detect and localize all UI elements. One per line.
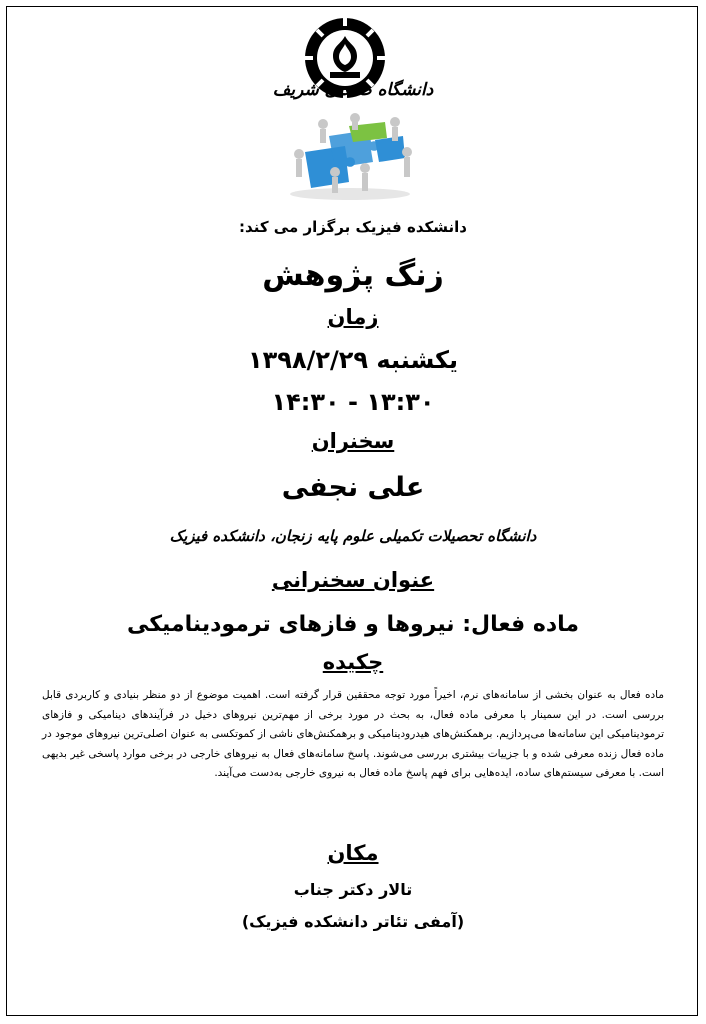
event-title: زنگ پژوهش — [262, 258, 444, 293]
speaker-label-row — [0, 429, 706, 453]
speaker-name: علی نجفی — [281, 472, 425, 503]
talk-label-row — [0, 568, 706, 592]
abstract-label-row — [0, 650, 706, 674]
venue-name: تالار دکتر جناب — [293, 880, 413, 899]
university-name: دانشگاه صنعتی شریف — [272, 80, 434, 100]
speaker-label: سخنران — [311, 429, 395, 453]
abstract-text: ماده فعال به عنوان بخشی از سامانه‌های نرم، اخیراً مورد توجه محققین قرار گرفته است. اهمیت موضوع از دو منظر بنیادی و کاربردی قابل بررسی است. در این سمینار با معرفی ماده فعال، به بحث در مورد برخی از مهم‌ترین نیروهای دخیل در فرآیندهای دینامیکی و فازهای ترمودینامیکی این سامانه‌ها می‌پردازیم. برهمکنش‌های هیدرودینامیکی و برهمکنش‌های ناشی از کموتکسی به عنوان اصلی‌ترین نیروهای موجود در ماده فعال زنده معرفی شده و با جزییات بیشتری بررسی می‌شوند. پاسخ سامانه‌های فعال به نیروهای خارجی در برخی موارد پاسخی غیر بدیهی است. با معرفی سیستم‌های ساده، ایده‌هایی برای فهم پاسخ ماده فعال به نیروی خارجی به‌دست می‌آیند. — [42, 689, 664, 779]
time-label-row — [0, 305, 706, 329]
venue-detail: (آمفی تئاتر دانشکده فیزیک) — [241, 912, 465, 931]
venue-label-row — [0, 841, 706, 865]
talk-title-label: عنوان سخنرانی — [271, 568, 435, 592]
event-hours: ۱۳:۳۰ - ۱۴:۳۰ — [271, 388, 435, 416]
speaker-affiliation: دانشگاه تحصیلات تکمیلی علوم پایه زنجان، دانشکده فیزیک — [169, 527, 537, 545]
puzzle-team-illustration — [285, 112, 415, 202]
abstract-label: چکیده — [322, 650, 384, 674]
venue-label: مکان — [327, 841, 379, 865]
time-label: زمان — [327, 305, 379, 329]
talk-title: ماده فعال: نیروها و فازهای ترمودینامیکی — [126, 612, 580, 637]
event-date: یکشنبه ۱۳۹۸/۲/۲۹ — [248, 346, 458, 374]
organizer-heading: دانشکده فیزیک برگزار می کند: — [239, 218, 467, 236]
